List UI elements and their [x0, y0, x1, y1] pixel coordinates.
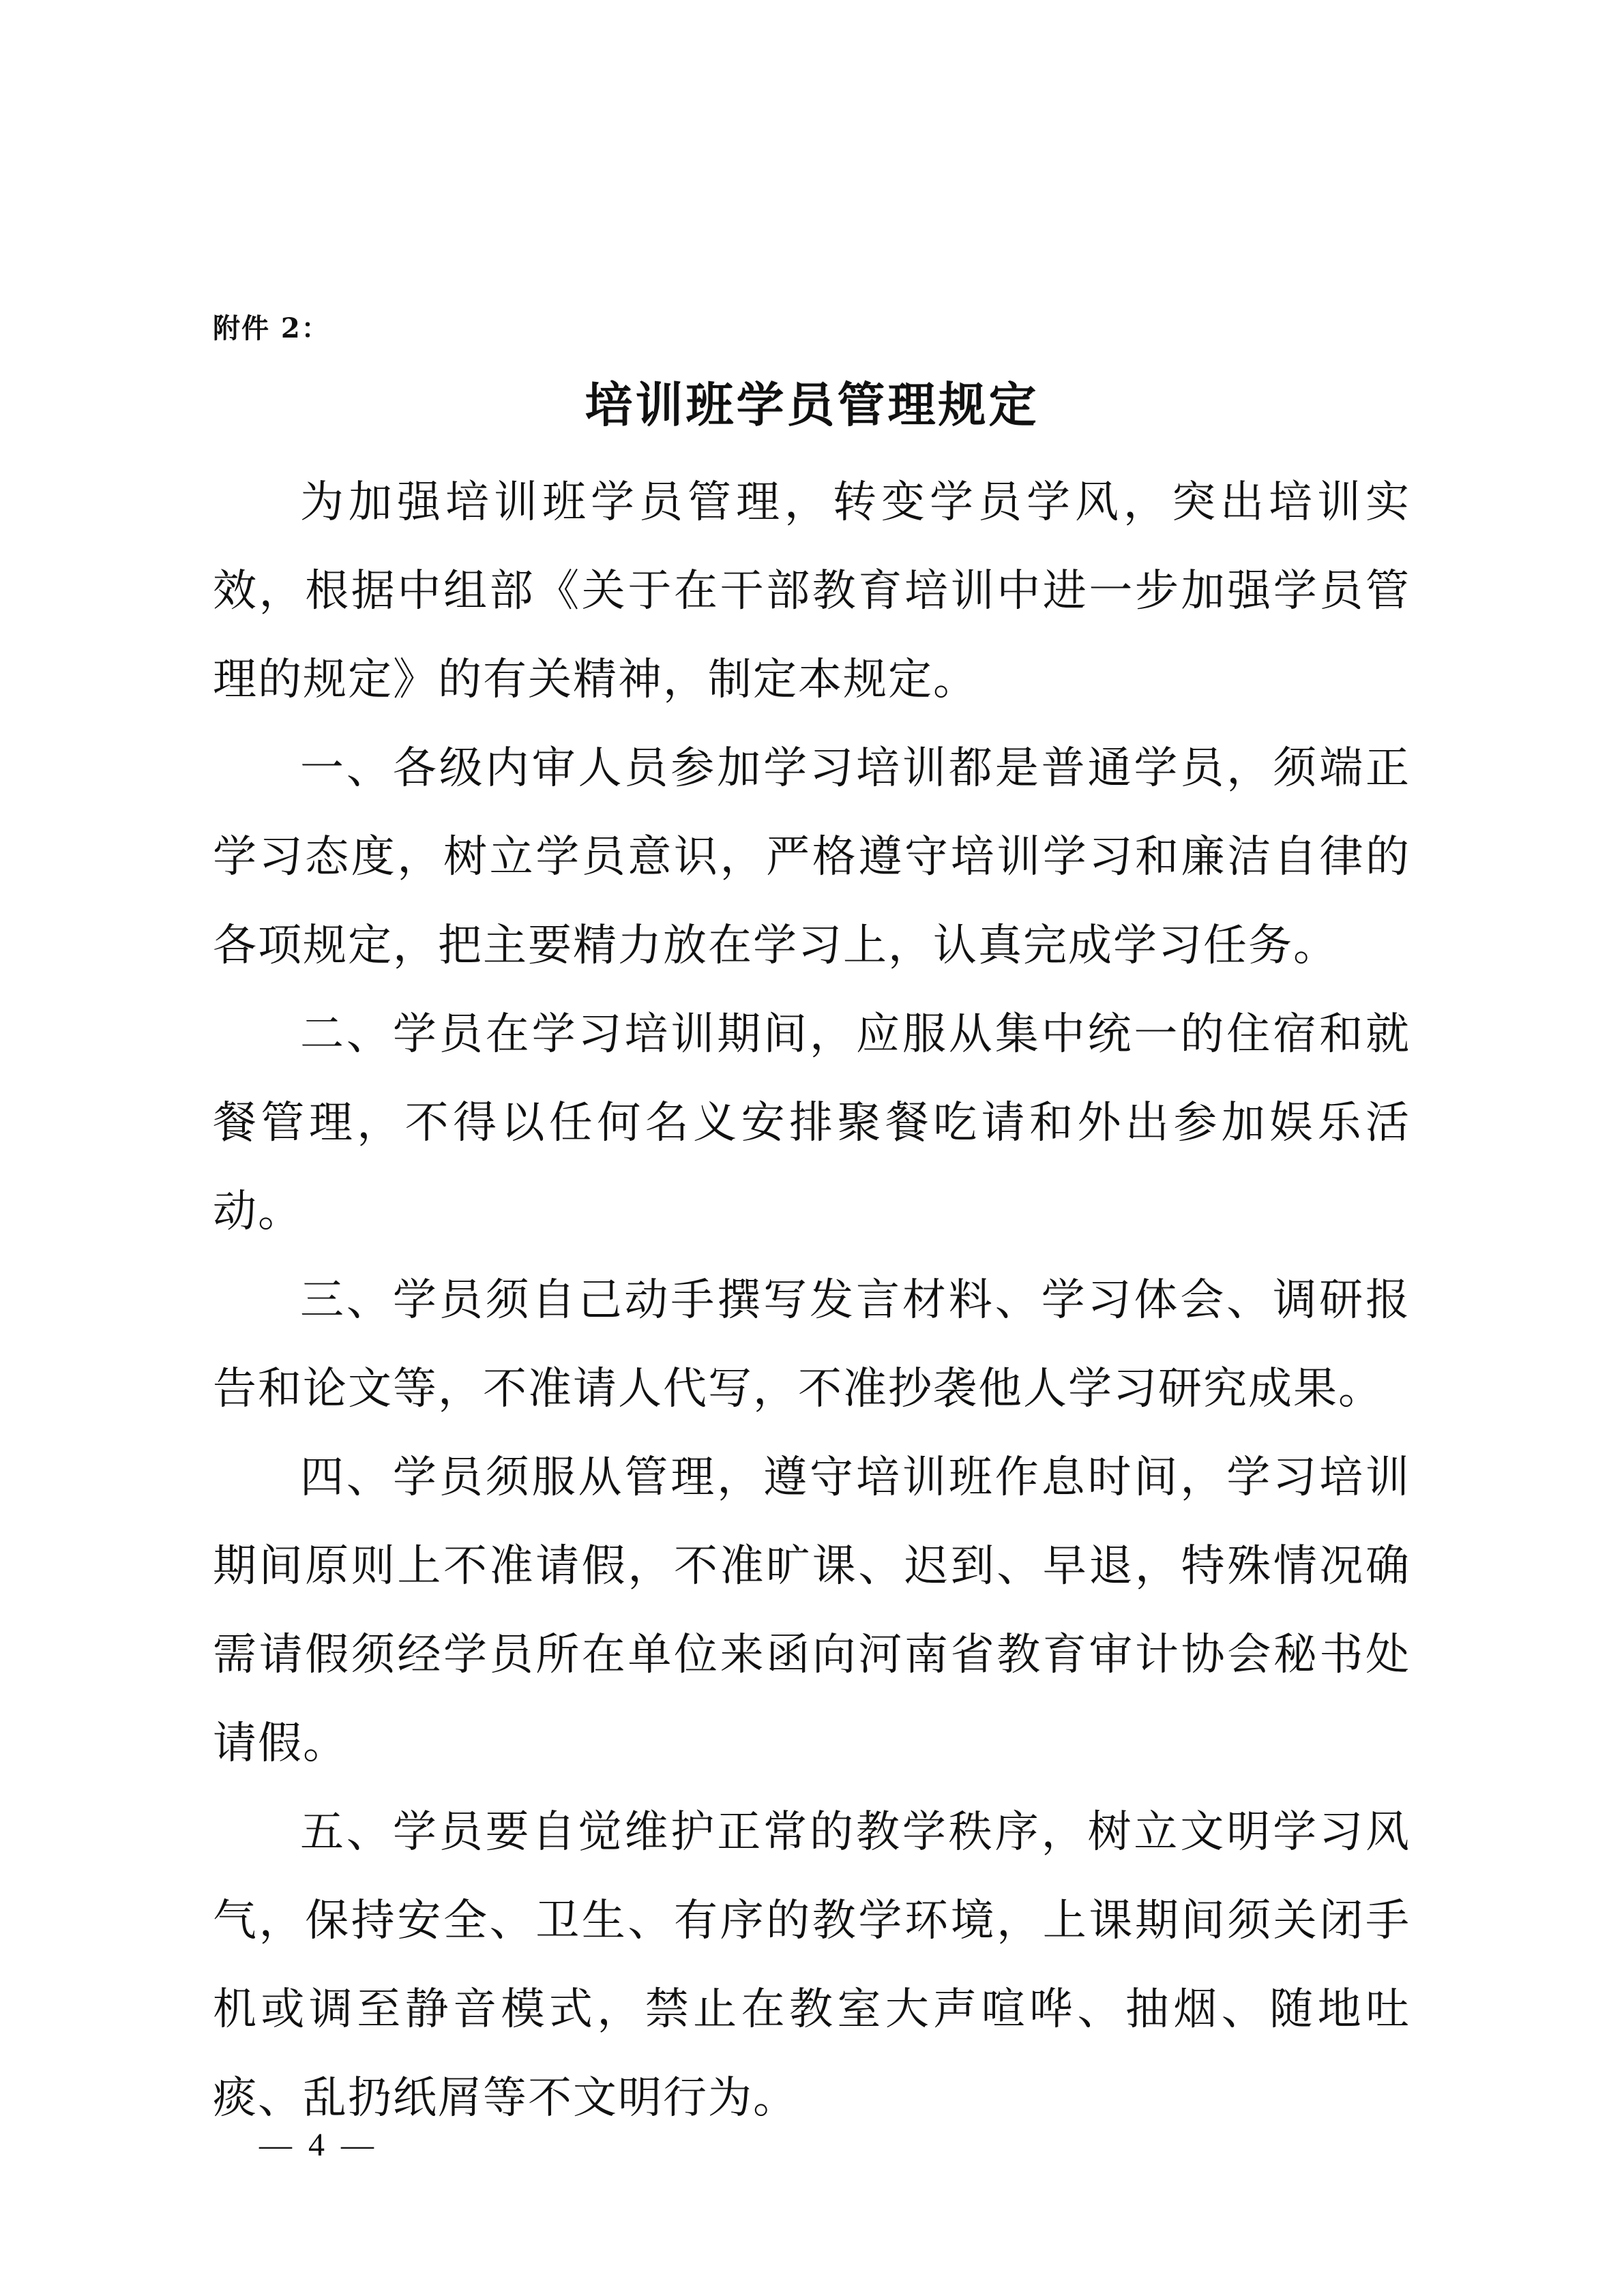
document-title: 培训班学员管理规定	[585, 376, 1039, 433]
attachment-label: 附件 2：	[213, 312, 330, 344]
paragraph-article-5: 五、学员要自觉维护正常的教学秩序，树立文明学习风气，保持安全、卫生、有序的教学环境，上课期间须关闭手机或调至静音模式，禁止在教室大声喧哗、抽烟、随地吐痰、乱扔纸屑等不文明行为。	[213, 1807, 1411, 2123]
page-number: — 4 —	[259, 2127, 378, 2163]
paragraph-article-1: 一、各级内审人员参加学习培训都是普通学员，须端正学习态度，树立学员意识，严格遵守培训学习和廉洁自律的各项规定，把主要精力放在学习上，认真完成学习任务。	[213, 743, 1411, 971]
document-body	[213, 458, 1411, 2143]
paragraph-article-3: 三、学员须自己动手撰写发言材料、学习体会、调研报告和论文等，不准请人代写，不准抄袭他人学习研究成果。	[213, 1275, 1411, 1414]
paragraph-article-2: 二、学员在学习培训期间，应服从集中统一的住宿和就餐管理，不得以任何名义安排聚餐吃请和外出参加娱乐活动。	[213, 1009, 1411, 1237]
paragraph-intro: 为加强培训班学员管理，转变学员学风，突出培训实效，根据中组部《关于在干部教育培训中进一步加强学员管理的规定》的有关精神，制定本规定。	[213, 477, 1411, 705]
paragraph-article-4: 四、学员须服从管理，遵守培训班作息时间，学习培训期间原则上不准请假，不准旷课、迟到、早退，特殊情况确需请假须经学员所在单位来函向河南省教育审计协会秘书处请假。	[213, 1452, 1411, 1769]
